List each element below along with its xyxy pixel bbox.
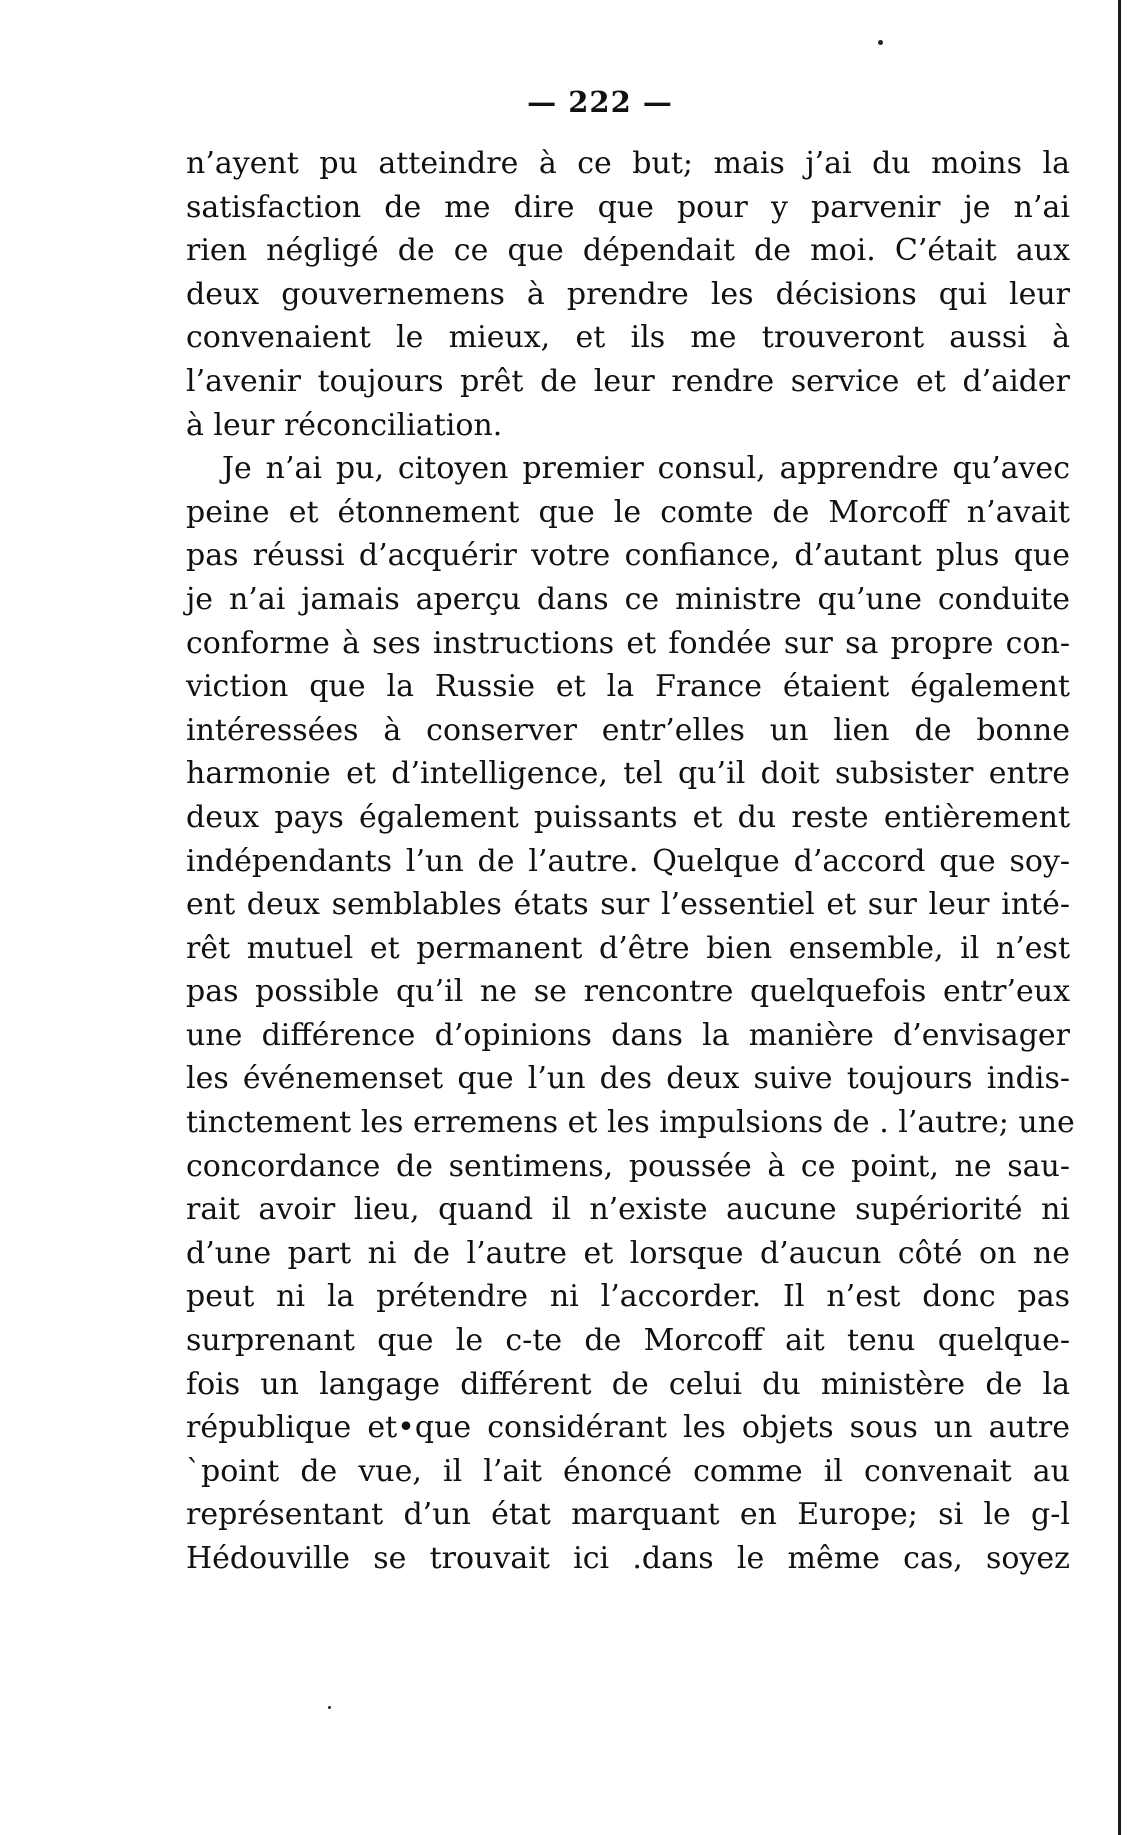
text-line: peut ni la prétendre ni l’accorder. Il n’est donc pas	[186, 1279, 1070, 1315]
text-line: d’une part ni de l’autre et lorsque d’aucun côté on ne	[186, 1235, 1070, 1271]
text-line: viction que la Russie et la France étaient également	[186, 669, 1070, 705]
text-line: rien négligé de ce que dépendait de moi. C’était aux	[186, 233, 1070, 269]
page-number: — 222 —	[527, 85, 673, 119]
text-line: je n’ai jamais aperçu dans ce ministre qu’une conduite	[186, 581, 1070, 617]
text-line: deux pays également puissants et du reste entièrement	[186, 799, 1070, 835]
text-line: peine et étonnement que le comte de Morcoff n’avait	[186, 494, 1070, 530]
text-line: convenaient le mieux, et ils me trouveront aussi à	[186, 320, 1070, 356]
text-line: harmonie et d’intelligence, tel qu’il doit subsister entre	[186, 756, 1070, 792]
text-line: république et•que considérant les objets sous un autre	[186, 1410, 1070, 1446]
text-line: n’ayent pu atteindre à ce but; mais j’ai du moins la	[186, 146, 1070, 181]
text-line: représentant d’un état marquant en Europe; si le g-l	[186, 1497, 1070, 1533]
text-line: Je n’ai pu, citoyen premier consul, apprendre qu’avec	[222, 451, 1070, 487]
text-line: ent deux semblables états sur l’essentiel et sur leur inté-	[186, 887, 1070, 923]
text-line: pas possible qu’il ne se rencontre quelquefois entr’eux	[186, 974, 1070, 1010]
text-line: rait avoir lieu, quand il n’existe aucune supériorité ni	[186, 1192, 1070, 1228]
text-line: une différence d’opinions dans la manière d’envisager	[186, 1017, 1070, 1053]
text-line: indépendants l’un de l’autre. Quelque d’accord que soy-	[186, 843, 1070, 879]
text-line: l’avenir toujours prêt de leur rendre service et d’aider	[186, 363, 1070, 399]
body-text	[186, 142, 1075, 1581]
text-line: pas réussi d’acquérir votre confiance, d’autant plus que	[186, 538, 1070, 574]
text-line: concordance de sentimens, poussée à ce point, ne sau-	[186, 1148, 1070, 1184]
ink-speck	[878, 40, 883, 45]
text-line: à leur réconciliation.	[186, 407, 503, 443]
text-line: intéressées à conserver entr’elles un lien de bonne	[186, 712, 1070, 748]
text-line: surprenant que le c-te de Morcoff ait tenu quelque-	[186, 1323, 1070, 1359]
ink-speck	[328, 1706, 331, 1709]
text-line: `point de vue, il l’ait énoncé comme il convenait au	[186, 1453, 1070, 1489]
text-line: fois un langage différent de celui du ministère de la	[186, 1366, 1070, 1402]
text-line: tinctement les erremens et les impulsions de . l’autre; une	[186, 1105, 1075, 1141]
page-edge-line	[1118, 0, 1121, 1835]
text-line: Hédouville se trouvait ici .dans le même cas, soyez	[186, 1541, 1070, 1576]
text-line: rêt mutuel et permanent d’être bien ensemble, il n’est	[186, 930, 1070, 966]
text-line: deux gouvernemens à prendre les décisions qui leur	[186, 276, 1070, 312]
text-line: satisfaction de me dire que pour y parvenir je n’ai	[186, 189, 1070, 225]
text-line: les événemenset que l’un des deux suive toujours indis-	[186, 1061, 1070, 1097]
text-line: conforme à ses instructions et fondée sur sa propre con-	[186, 625, 1070, 661]
